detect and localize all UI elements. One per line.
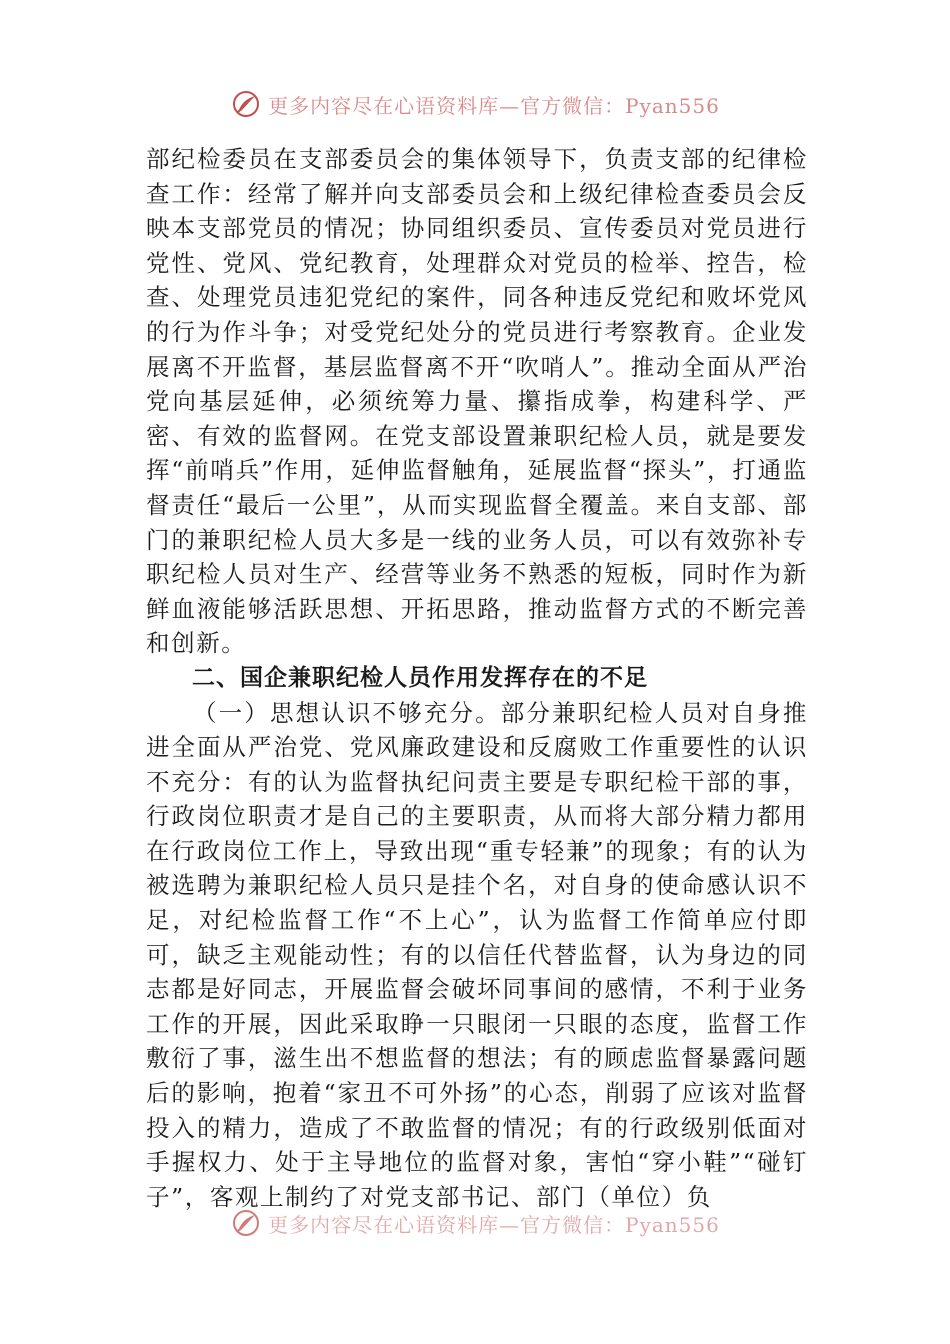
- brush-logo-icon: [230, 1207, 262, 1239]
- footer-watermark-text: 更多内容尽在心语资料库—官方微信：Pyan556: [268, 1212, 720, 1237]
- document-body: [146, 142, 808, 1214]
- paragraph-2: （一）思想认识不够充分。部分兼职纪检人员对自身推进全面从严治党、党风廉政建设和反腐败工作重要性的认识不充分：有的认为监督执纪问责主要是专职纪检干部的事，行政岗位职责才是自己的主要职责，从而将大部分精力都用在行政岗位工作上，导致出现“重专轻兼”的现象；有的认为被选聘为兼职纪检人员只是挂个名，对自身的使命感认识不足，对纪检监督工作“不上心”，认为监督工作简单应付即可，缺乏主观能动性；有的以信任代替监督，认为身边的同志都是好同志，开展监督会破坏同事间的感情，不利于业务工作的开展，因此采取睁一只眼闭一只眼的态度，监督工作敷衍了事，滋生出不想监督的想法；有的顾虑监督暴露问题后的影响，抱着“家丑不可外扬”的心态，削弱了应该对监督投入的精力，造成了不敢监督的情况；有的行政级别低面对手握权力、处于主导地位的监督对象，害怕“穿小鞋”“碰钉子”，客观上制约了对党支部书记、部门（单位）负: [146, 698, 808, 1211]
- header-watermark-text: 更多内容尽在心语资料库—官方微信：Pyan556: [268, 93, 720, 118]
- paragraph-1: 部纪检委员在支部委员会的集体领导下，负责支部的纪律检查工作：经常了解并向支部委员会和上级纪律检查委员会反映本支部党员的情况；协同组织委员、宣传委员对党员进行党性、党风、党纪教育，处理群众对党员的检举、控告，检查、处理党员违犯党纪的案件，同各种违反党纪和败坏党风的行为作斗争；对受党纪处分的党员进行考察教育。企业发展离不开监督，基层监督离不开“吹哨人”。推动全面从严治党向基层延伸，必须统筹力量、攥指成拳，构建科学、严密、有效的监督网。在党支部设置兼职纪检人员，就是要发挥“前哨兵”作用，延伸监督触角，延展监督“探头”，打通监督责任“最后一公里”，从而实现监督全覆盖。来自支部、部门的兼职纪检人员大多是一线的业务人员，可以有效弥补专职纪检人员对生产、经营等业务不熟悉的短板，同时作为新鲜血液能够活跃思想、开拓思路，推动监督方式的不断完善和创新。: [146, 145, 808, 658]
- footer-watermark: [0, 1203, 950, 1243]
- header-watermark: [0, 84, 950, 124]
- brush-logo-icon: [230, 88, 262, 120]
- section-heading: 二、国企兼职纪检人员作用发挥存在的不足: [192, 664, 648, 691]
